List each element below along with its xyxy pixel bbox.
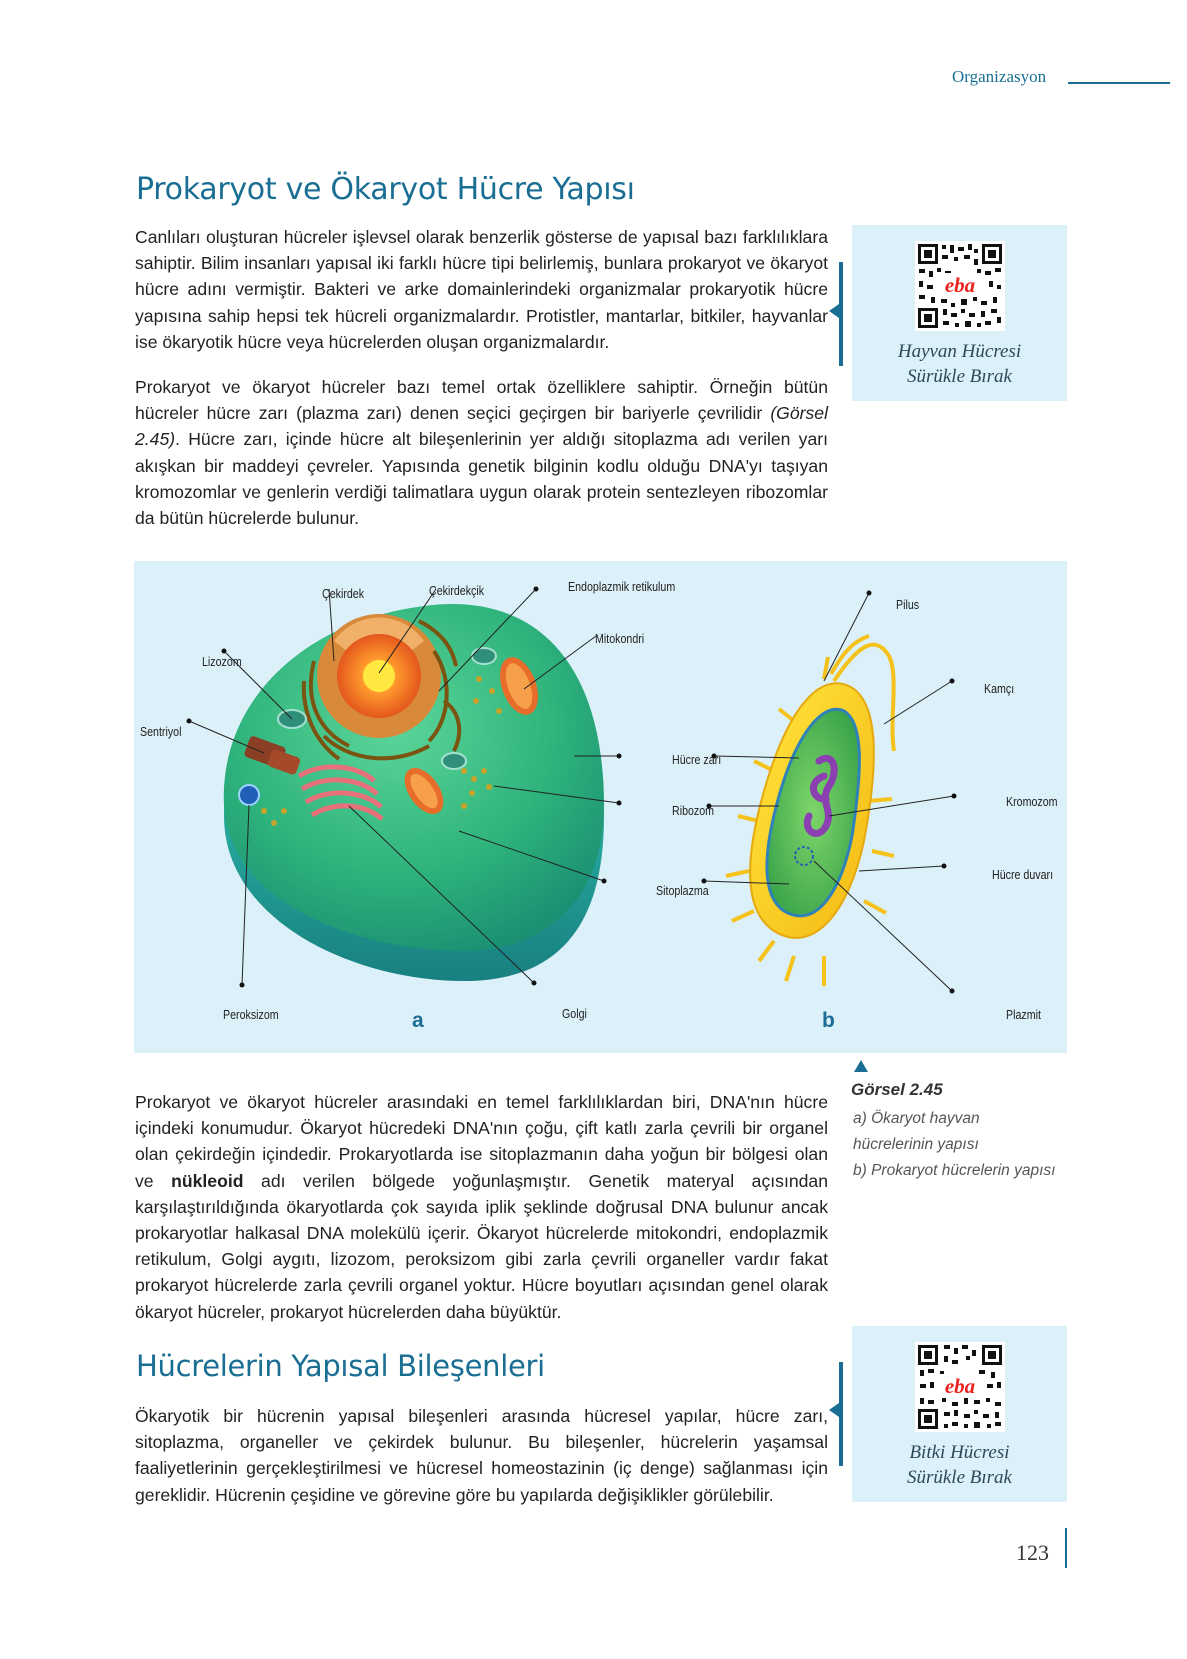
qr2-caption-action: Sürükle Bırak xyxy=(906,1467,1012,1488)
nucleus xyxy=(317,614,441,738)
figure-letter-a: a xyxy=(412,1009,424,1032)
qr-marker-bar xyxy=(839,262,843,366)
paragraph-differences: Prokaryot ve ökaryot hücreler arasındaki en temel farklılıklardan biri, DNA'nın hücre içindeki konumudur. Ökaryot hücredeki DNA'nın çoğu, çift katlı zarla çevrili bir organel olan çekirdeğin içindedir. Prokaryotlarda ise sitoplazmanın daha yoğun bir bölgesi olan ve nükleoid adı verilen bölgede yoğunlaşmıştır. Genetik materyal açısından karşılaştırıldığında ökaryotlarda çok sayıda iplik şeklinde doğrusal DNA bulunur ancak prokaryotlar halkasal DNA molekülü içerir. Ökaryot hücrelerde mitokondri, endoplazmik retikulum, Golgi aygıtı, lizozom, peroksizom gibi zarla çevrili organeller vardır fakat prokaryot hücrelerde zarla çevrili organel yoktur. Hücre boyutları açısından genel olarak ökaryot hücreler, prokaryot hücrelerden daha büyüktür. xyxy=(135,1092,828,1322)
qr-box-bitki-hucresi[interactable] xyxy=(852,1326,1067,1502)
label-peroksizom: Peroksizom xyxy=(223,1007,279,1022)
caption-line-a2: hücrelerinin yapısı xyxy=(853,1136,979,1153)
paragraph-structural-components: Ökaryotik bir hücrenin yapısal bileşenleri arasında hücresel yapılar, hücre zarı, sitoplazma, organeller ve çekirdek bulunur. Bu bileşenler, hücrelerin yaşamsal faaliyetlerinin gerçekleştirilmesi ve hücresel homeostazinin (iç denge) sağlanması için gereklidir. Hücrenin çeşidine ve görevine göre bu yapılarda değişiklikler görülebilir. xyxy=(135,1406,828,1505)
label-lizozom: Lizozom xyxy=(202,654,242,669)
svg-text:eba: eba xyxy=(944,273,975,297)
figure-cell-structures xyxy=(134,561,1067,1053)
label-hucre-duvari: Hücre duvarı xyxy=(992,867,1054,882)
page-number-rule xyxy=(1065,1528,1067,1568)
label-sitoplazma: Sitoplazma xyxy=(656,883,709,898)
caption-line-a1: a) Ökaryot hayvan xyxy=(853,1110,980,1127)
qr2-caption-title: Bitki Hücresi xyxy=(909,1442,1010,1463)
label-kamci: Kamçı xyxy=(984,681,1015,696)
qr-pointer-arrow-2 xyxy=(829,1403,839,1417)
svg-text:eba: eba xyxy=(944,1374,975,1398)
header-rule xyxy=(1068,82,1170,84)
label-cekirdek: Çekirdek xyxy=(322,586,365,601)
label-mitokondri: Mitokondri xyxy=(595,631,645,646)
qr-marker-bar-2 xyxy=(839,1362,843,1466)
qr1-caption-action: Sürükle Bırak xyxy=(906,366,1012,387)
label-golgi: Golgi xyxy=(562,1006,587,1021)
figure-caption-title: Görsel 2.45 xyxy=(851,1080,943,1099)
term-nukleoid: nükleoid xyxy=(171,1170,244,1191)
prokaryotic-cell xyxy=(726,636,894,986)
caption-line-b: b) Prokaryot hücrelerin yapısı xyxy=(853,1162,1056,1179)
animal-cell xyxy=(224,604,604,981)
label-pilus: Pilus xyxy=(896,597,920,612)
label-ribozom: Ribozom xyxy=(672,803,715,818)
qr-code-icon[interactable] xyxy=(915,1342,1005,1432)
label-hucre-zari: Hücre zarı xyxy=(672,752,722,767)
qr-code-icon[interactable] xyxy=(915,241,1005,331)
label-endoplazmik-retikulum: Endoplazmik retikulum xyxy=(568,579,676,594)
caption-triangle-icon xyxy=(854,1060,868,1072)
label-cekirdekcik: Çekirdekçik xyxy=(429,583,485,598)
paragraph-common-features: Prokaryot ve ökaryot hücreler bazı temel ortak özelliklere sahiptir. Örneğin bütün hücreler hücre zarı (plazma zarı) denen seçici geçirgen bir bariyerle çevrilidir (Görsel 2.45). Hücre zarı, içinde hücre alt bileşenlerinin yer aldığı sitoplazma adı verilen yarı akışkan bir maddeyi çevreler. Yapısında genetik bilginin kodlu olduğu DNA'yı taşıyan kromozomlar ve genlerin verdiği talimatlara uygun olarak protein sentezleyen ribozomlar da bütün hücrelerde bulunur. xyxy=(135,377,828,529)
figure-letter-b: b xyxy=(822,1009,835,1032)
section-title-yapisal-bilesenler: Hücrelerin Yapısal Bileşenleri xyxy=(136,1349,545,1383)
section-title-prokaryot: Prokaryot ve Ökaryot Hücre Yapısı xyxy=(136,172,635,207)
page-number: 123 xyxy=(1016,1540,1049,1565)
label-sentriyol: Sentriyol xyxy=(140,724,182,739)
label-kromozom: Kromozom xyxy=(1006,794,1058,809)
qr-box-hayvan-hucresi[interactable] xyxy=(852,225,1067,401)
qr-pointer-arrow xyxy=(829,304,839,318)
paragraph-intro: Canlıları oluşturan hücreler işlevsel olarak benzerlik gösterse de yapısal bazı farklılıklara sahiptir. Bilim insanları yapısal iki farklı hücre tipi belirlemiş, bunlara prokaryot ve ökaryot hücre adını vermiştir. Bakteri ve arke domainlerindeki organizmalar prokaryotik hücre yapısına sahip hepsi tek hücreli organizmalardır. Protistler, mantarlar, bitkiler, hayvanlar ise ökaryotik hücre veya hücrelerden oluşan organizmalardır. xyxy=(135,227,828,352)
label-plazmit: Plazmit xyxy=(1006,1007,1041,1022)
qr1-caption-title: Hayvan Hücresi xyxy=(897,341,1022,362)
figure-reference[interactable]: (Görsel 2.45) xyxy=(135,403,828,450)
running-header: Organizasyon xyxy=(952,67,1047,86)
